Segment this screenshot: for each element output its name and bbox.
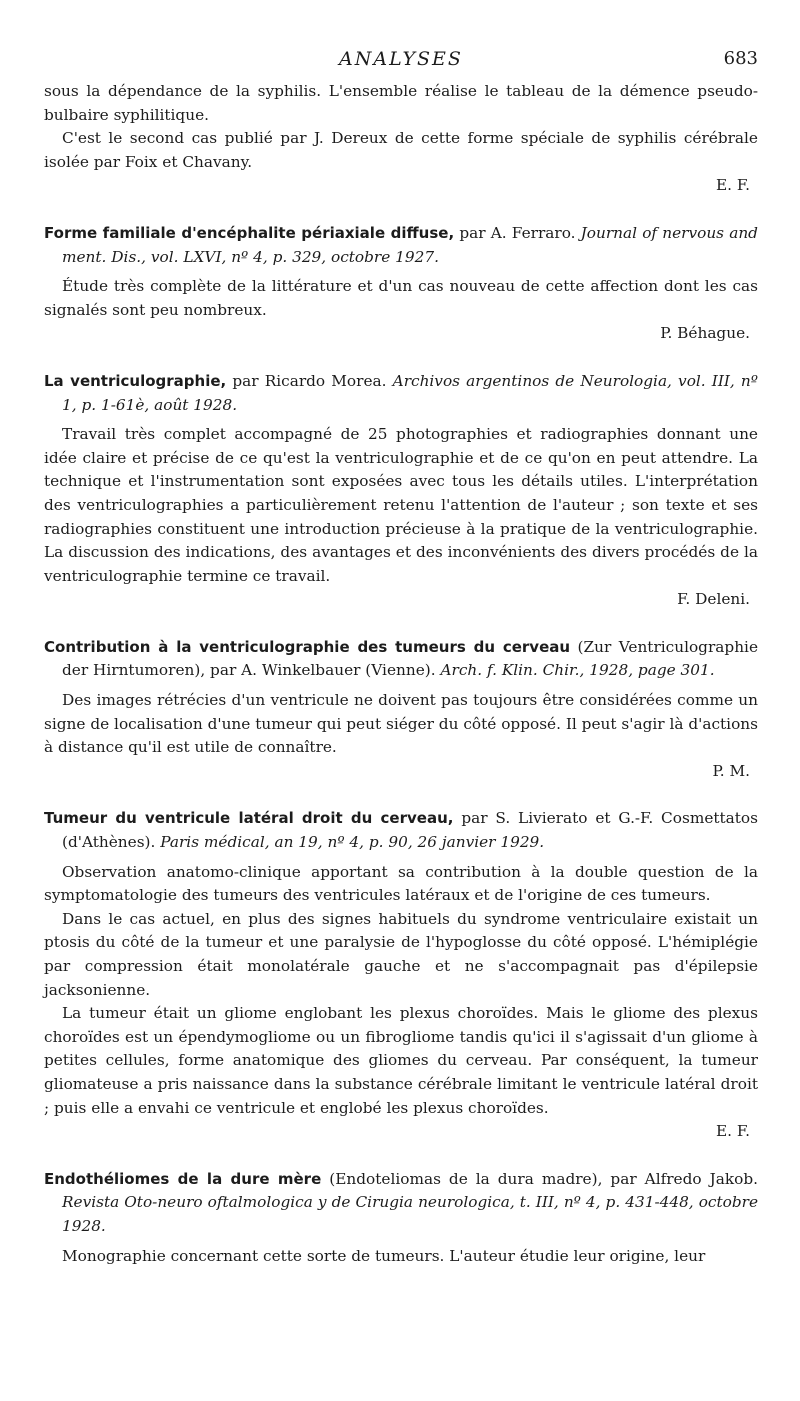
- entry-source: Arch. f. Klin. Chir., 1928, page 301.: [440, 661, 715, 680]
- entry-body-paragraph: La tumeur était un gliome englobant les plexus choroïdes. Mais le gliome des plexus choroïdes est un épendymogliome ou un fibrogliome tandis qu'ici il s'agissait d'un gliome à petites cellules, forme anatomique des gliomes du cerveau. Par conséquent, la tumeur gliomateuse a pris naissance dans la substance cérébrale limitant le ventricule latéral droit ; puis elle a envahi ce ventricule et englobé les plexus choroïdes.: [44, 1004, 758, 1117]
- entry-author: (Zur Ventriculographie der Hirntumoren), par A. Winkelbauer (Vienne).: [62, 637, 758, 680]
- entry-author: par A. Ferraro.: [459, 223, 576, 242]
- entry-source: Revista Oto-neuro oftalmologica y de Cirugia neurologica, t. III, nº 4, p. 431-448, octobre 1928.: [62, 1193, 758, 1235]
- entry-heading: Endothéliomes de la dure mère: [44, 1169, 322, 1188]
- entry-winkelbauer: [44, 636, 758, 784]
- page-body: [44, 80, 758, 1268]
- entry-livierato: [44, 807, 758, 1143]
- entry-body-paragraph: Dans le cas actuel, en plus des signes habituels du syndrome ventriculaire existait un ptosis du côté de la tumeur et une paralysie de l'hypoglosse du côté opposé. L'hémiplégie par compression était monolatérale gauche et ne s'accompagnait pas d'épilepsie jacksonienne.: [44, 909, 758, 999]
- entry-signature: P. Béhague.: [660, 324, 750, 343]
- entry-signature: P. M.: [712, 761, 750, 780]
- entry-body: Monographie concernant cette sorte de tumeurs. L'auteur étudie leur origine, leur: [62, 1246, 706, 1265]
- entry-citation: [44, 636, 758, 683]
- entry-signature: E. F.: [716, 1122, 750, 1141]
- entry-signature: F. Deleni.: [677, 590, 750, 609]
- entry-heading: La ventriculographie,: [44, 371, 227, 390]
- intro-signature: E. F.: [716, 176, 750, 195]
- entry-citation: [44, 1168, 758, 1239]
- entry-body: Travail très complet accompagné de 25 photographies et radiographies donnant une idée claire et précise de ce qu'est la ventriculographie et de ce qu'on en peut attendre. La technique et l'instrumentation sont exposées avec tous les détails utiles. L'interprétation des ventriculographies a particulièrement retenu l'attention de l'auteur ; son texte et ses radiographies constituent une introduction précieuse à la pratique de la ventriculographie. La discussion des indications, des avantages et des inconvénients des divers procédés de la ventriculographie termine ce travail.: [44, 425, 758, 585]
- entry-author: par S. Livierato et G.-F. Cosmettatos (d'Athènes).: [62, 809, 758, 852]
- intro-paragraph-1: sous la dépendance de la syphilis. L'ensemble réalise le tableau de la démence pseudo-bulbaire syphilitique.: [44, 82, 758, 124]
- entry-ferraro: [44, 222, 758, 346]
- entry-heading: Forme familiale d'encéphalite périaxiale diffuse,: [44, 223, 455, 242]
- entry-body: Des images rétrécies d'un ventricule ne doivent pas toujours être considérées comme un signe de localisation d'une tumeur qui peut siéger du côté opposé. Il peut s'agir là d'actions à distance qu'il est utile de connaître.: [44, 691, 758, 757]
- entry-author: par Ricardo Morea.: [232, 371, 387, 390]
- page-number: 683: [723, 48, 758, 69]
- entry-author: (Endoteliomas de la dura madre), par Alfredo Jakob.: [329, 1169, 758, 1188]
- entry-morea: [44, 370, 758, 612]
- entry-citation: [44, 807, 758, 854]
- running-head: [44, 0, 758, 80]
- entry-body: Étude très complète de la littérature et d'un cas nouveau de cette affection dont les cas signalés sont peu nombreux.: [44, 277, 758, 319]
- entry-source: Paris médical, an 19, nº 4, p. 90, 26 janvier 1929.: [160, 833, 545, 852]
- intro-paragraph-2: C'est le second cas publié par J. Dereux de cette forme spéciale de syphilis cérébrale isolée par Foix et Chavany.: [44, 129, 758, 171]
- entry-heading: Tumeur du ventricule latéral droit du cerveau,: [44, 809, 454, 828]
- entry-citation: [44, 222, 758, 269]
- entry-source: Journal of nervous and ment. Dis., vol. LXVI, nº 4, p. 329, octobre 1927.: [62, 223, 758, 266]
- running-title: ANALYSES: [339, 48, 463, 70]
- entry-source: Archivos argentinos de Neurologia, vol. III, nº 1, p. 1-61è, août 1928.: [62, 371, 758, 414]
- entry-citation: [44, 370, 758, 417]
- entry-heading: Contribution à la ventriculographie des tumeurs du cerveau: [44, 637, 571, 656]
- entry-jakob: [44, 1168, 758, 1268]
- entry-body-paragraph: Observation anatomo-clinique apportant sa contribution à la double question de la symptomatologie des tumeurs des ventricules latéraux et de l'origine de ces tumeurs.: [44, 862, 758, 905]
